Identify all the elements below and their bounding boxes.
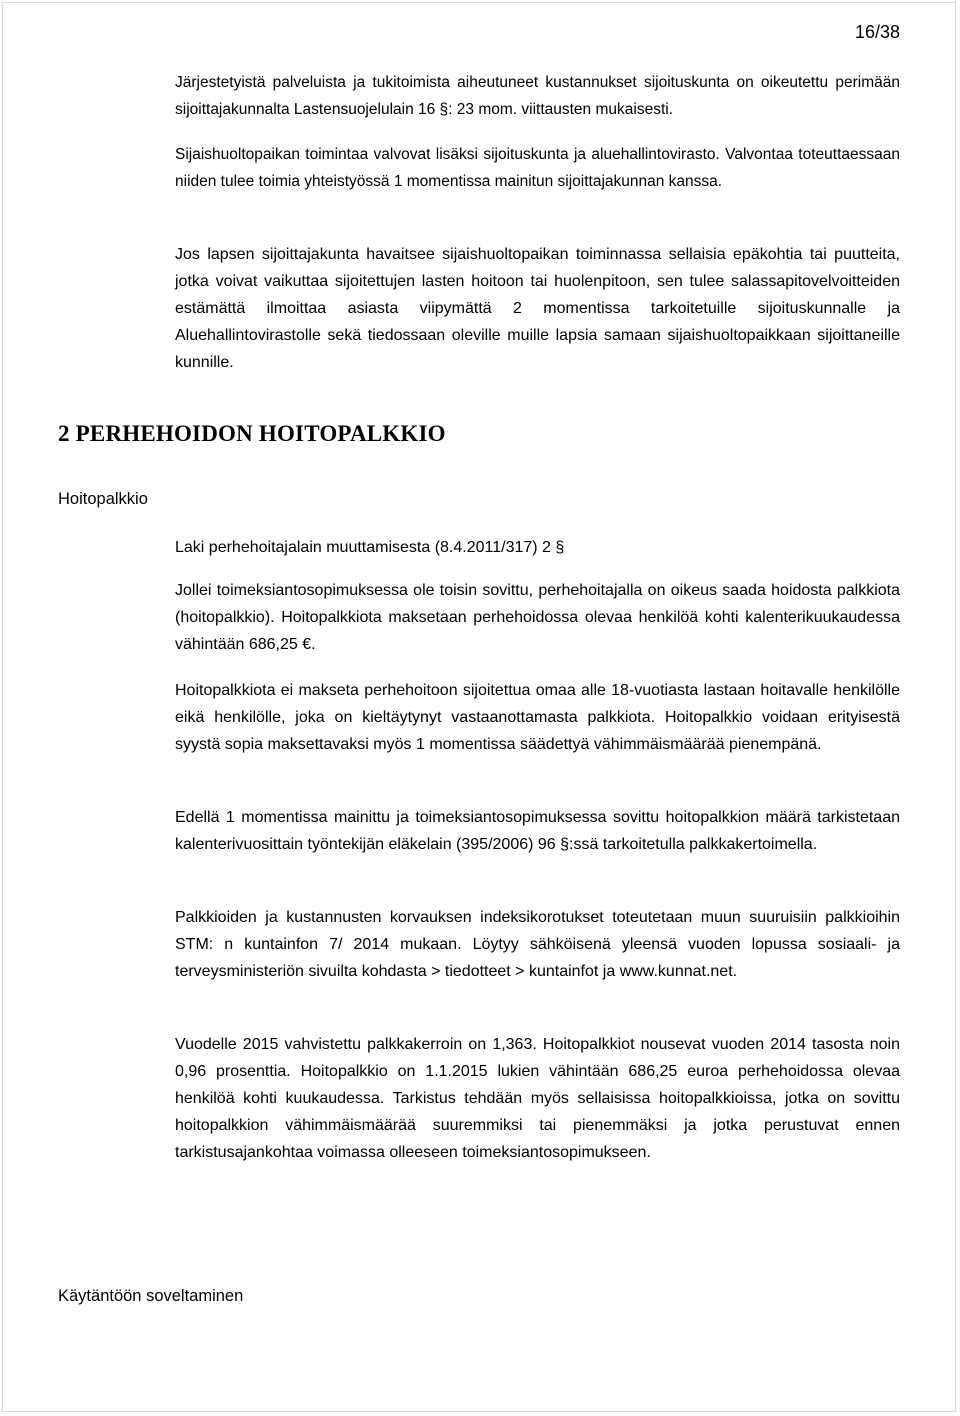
paragraph-2015-coefficient: Vuodelle 2015 vahvistettu palkkakerroin on 1,363. Hoitopalkkiot nousevat vuoden 2014 tasosta noin 0,96 prosenttia. Hoitopalkkio on 1.1.2015 lukien vähintään 686,25 euroa perhehoidossa olevaa henkilöä kohti kuukaudessa. Tarkistus tehdään myös sellaisissa hoitopalkkioissa, jotka on sovittu hoitopalkkion vähimmäismäärää suuremmiksi tai pienemmäksi ja jotka perustuvat ennen tarkistusajankohtaa voimassa olleeseen toimeksiantosopimukseen. — [175, 1036, 900, 1161]
paragraph-cost-recovery: Järjestetyistä palveluista ja tukitoimista aiheutuneet kustannukset sijoituskunta on oikeutettu perimään sijoittajakunnalta Lastensuojelulain 16 §: 23 mom. viittausten mukaisesti. — [175, 74, 900, 118]
law-reference: Laki perhehoitajalain muuttamisesta (8.4.2011/317) 2 § — [175, 539, 565, 556]
paragraph-fee-right: Jollei toimeksiantosopimuksessa ole toisin sovittu, perhehoitajalla on oikeus saada hoidosta palkkiota (hoitopalkkio). Hoitopalkkiota maksetaan perhehoidossa olevaa henkilöä kohti kalenterikuukaudessa vähintään 686,25 €. — [175, 582, 900, 653]
section-heading: 2 PERHEHOIDON HOITOPALKKIO — [58, 421, 446, 446]
paragraph-supervision: Sijaishuoltopaikan toimintaa valvovat lisäksi sijoituskunta ja aluehallintovirasto. Valvontaa toteuttaessaan niiden tulee toimia yhteistyössä 1 momentissa mainitun sijoittajakunnan kanssa. — [175, 146, 900, 190]
page-number: 16/38 — [854, 22, 900, 42]
paragraph-fee-exceptions: Hoitopalkkiota ei makseta perhehoitoon sijoitettua omaa alle 18-vuotiasta lastaan hoitavalle henkilölle eikä henkilölle, joka on kieltäytynyt vastaanottamasta palkkiota. Hoitopalkkio voidaan erityisestä syystä sopia maksettavaksi myös 1 momentissa säädettyä vähimmäismäärää pienempänä. — [175, 682, 900, 753]
side-label-hoitopalkkio: Hoitopalkkio — [58, 490, 148, 508]
paragraph-fee-adjustment: Edellä 1 momentissa mainittu ja toimeksiantosopimuksessa sovittu hoitopalkkion määrä tarkistetaan kalenterivuosittain työntekijän eläkelain (395/2006) 96 §:ssä tarkoitetulla palkkakertoimella. — [175, 809, 900, 853]
paragraph-index-increases: Palkkioiden ja kustannusten korvauksen indeksikorotukset toteutetaan muun suuruisiin palkkioihin STM: n kuntainfon 7/ 2014 mukaan. Löytyy sähköisenä yleensä vuoden lopussa sosiaali- ja terveysministeriön sivuilta kohdasta > tiedotteet > kuntainfot ja www.kunnat.net. — [175, 909, 900, 980]
side-label-practice: Käytäntöön soveltaminen — [58, 1287, 244, 1305]
paragraph-deficiencies: Jos lapsen sijoittajakunta havaitsee sijaishuoltopaikan toiminnassa sellaisia epäkohtia tai puutteita, jotka voivat vaikuttaa sijoitettujen lasten hoitoon tai huolenpitoon, sen tulee salassapitovelvoitteiden estämättä ilmoittaa asiasta viipymättä 2 momentissa tarkoitetuille sijoituskunnalle ja Aluehallintovirastolle sekä tiedossaan oleville muille lapsia samaan sijaishuoltopaikkaan sijoittaneille kunnille. — [175, 246, 900, 371]
